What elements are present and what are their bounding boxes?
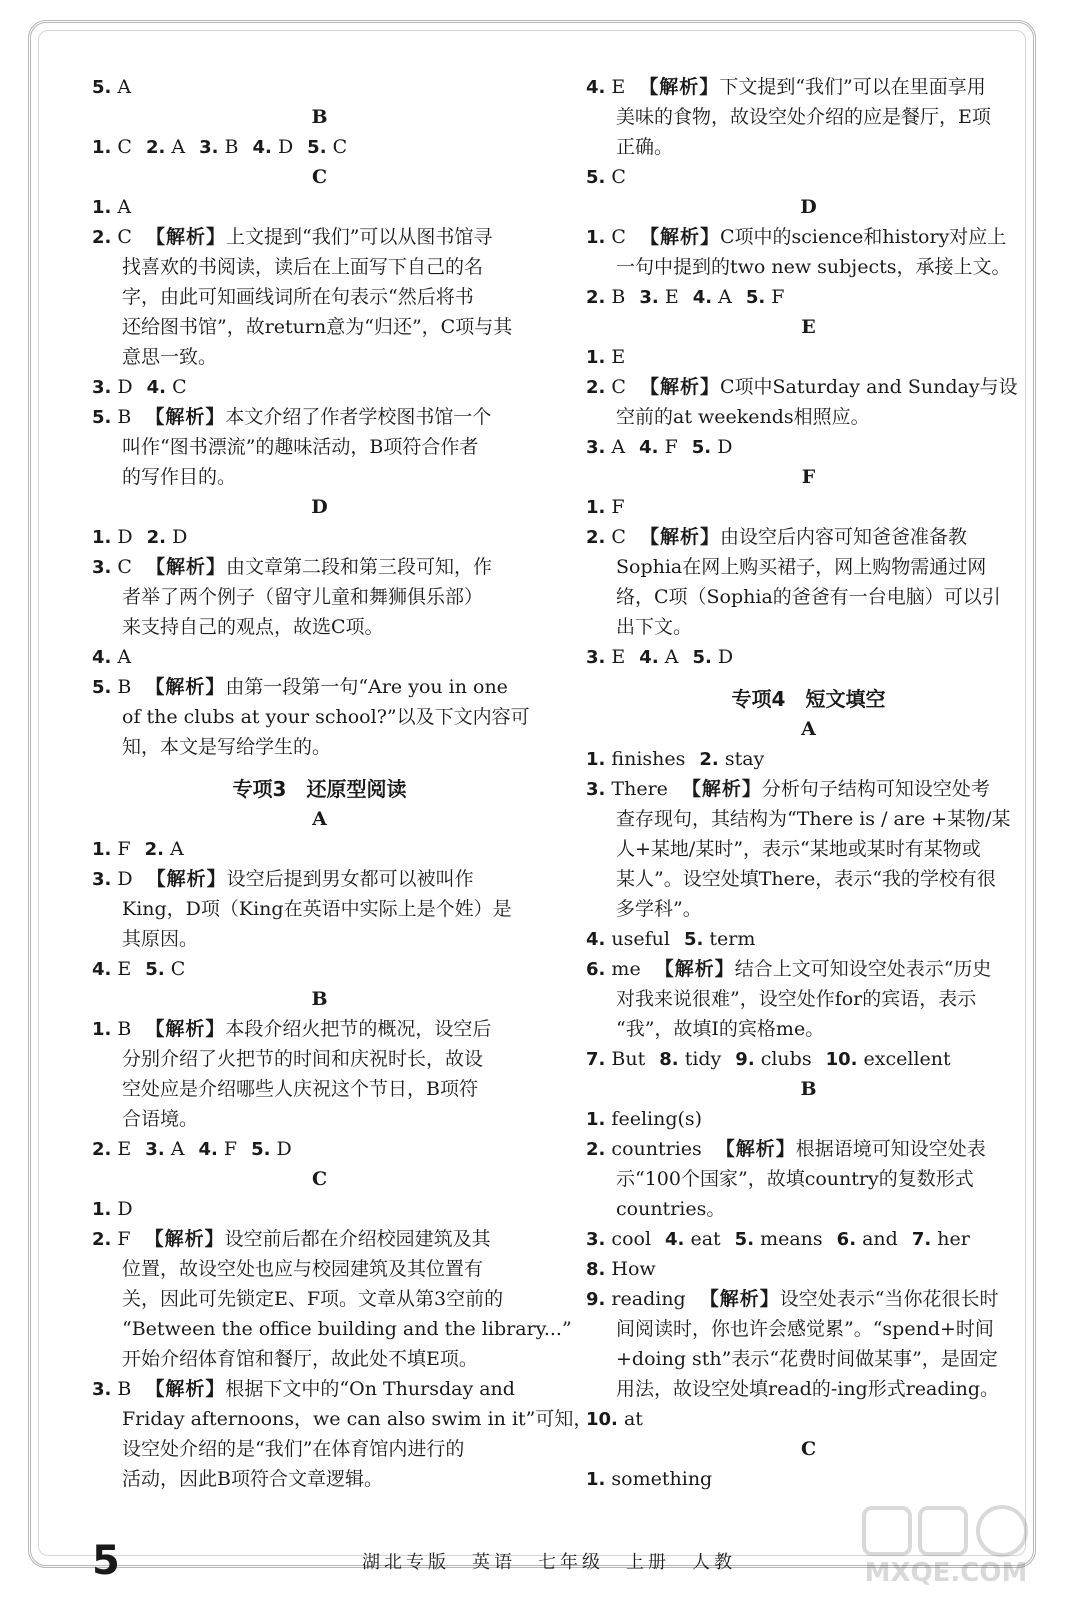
answer-item xyxy=(92,1374,547,1404)
question-number: 9. xyxy=(735,1049,755,1070)
section-letter: F xyxy=(801,466,816,488)
answer-value: cool xyxy=(611,1228,652,1250)
explanation-continued: 正确。 xyxy=(616,136,674,158)
explanation-continued: 美味的食物，故设空处介绍的应是餐厅，E项 xyxy=(616,106,991,128)
question-number: 2. xyxy=(144,839,164,860)
answer-value: F xyxy=(117,1228,131,1250)
answer-value: A xyxy=(664,646,679,668)
answer-item xyxy=(92,1224,547,1254)
answer-value: But xyxy=(611,1048,646,1070)
answer-value: E xyxy=(611,76,626,98)
answer-value: finishes xyxy=(611,748,686,770)
explanation-continued: Sophia在网上购买裙子，网上购物需通过网 xyxy=(616,556,987,578)
answer-value: B xyxy=(117,676,132,698)
question-number: 2. xyxy=(586,377,606,398)
explanation-continued: 多学科”。 xyxy=(616,898,702,920)
answer-value: B xyxy=(611,286,626,308)
explanation-continued: 关，因此可先锁定E、F项。文章从第3空前的 xyxy=(122,1288,504,1310)
question-number: 5. xyxy=(734,1229,755,1250)
question-number: 4. xyxy=(92,959,112,980)
analysis-text: C项中的science和history对应上 xyxy=(719,226,1007,248)
answer-value: E xyxy=(117,958,132,980)
section-letter: C xyxy=(311,166,328,188)
section-letter: B xyxy=(311,988,328,1010)
question-number: 1. xyxy=(92,1019,112,1040)
answer-value: something xyxy=(611,1468,713,1490)
question-number: 4. xyxy=(252,137,272,158)
answer-item xyxy=(586,342,1031,372)
question-number: 4. xyxy=(586,77,606,98)
answer-item xyxy=(586,1404,1031,1434)
explanation-continued: 活动，因此B项符合文章逻辑。 xyxy=(122,1468,383,1490)
section-letter: D xyxy=(311,496,328,518)
analysis-tag: 【解析】 xyxy=(145,1378,226,1400)
question-number: 4. xyxy=(198,1139,218,1160)
analysis-text: 下文提到“我们”可以在里面享用 xyxy=(719,76,986,98)
footer-book-info: 湖北专版 英语 七年级 上册 人教 xyxy=(362,1552,736,1573)
explanation-continued: 出下文。 xyxy=(616,616,693,638)
question-number: 1. xyxy=(586,497,606,518)
question-number: 4. xyxy=(639,437,659,458)
answer-value: me xyxy=(611,958,641,980)
analysis-text: 由文章第二段和第三段可知，作 xyxy=(225,556,492,578)
answer-item xyxy=(92,1014,547,1044)
question-number: 5. xyxy=(586,167,606,188)
explanation-continued: King，D项（King在英语中实际上是个姓）是 xyxy=(122,898,512,920)
question-number: 2. xyxy=(586,527,606,548)
question-number: 6. xyxy=(586,959,606,980)
answer-row xyxy=(586,282,1031,312)
answer-row xyxy=(92,954,547,984)
analysis-text: 设空后提到男女都可以被叫作 xyxy=(226,868,474,890)
left-column xyxy=(92,72,593,1494)
answer-row xyxy=(92,132,547,162)
question-number: 6. xyxy=(836,1229,857,1250)
explanation-continued: 分别介绍了火把节的时间和庆祝时长，故设 xyxy=(122,1048,484,1070)
answer-value: F xyxy=(611,496,625,518)
question-number: 8. xyxy=(659,1049,679,1070)
answer-value: at xyxy=(623,1408,643,1430)
answer-value: A xyxy=(117,196,132,218)
answer-value: countries xyxy=(611,1138,702,1160)
answer-value: D xyxy=(117,526,133,548)
question-number: 3. xyxy=(145,1139,165,1160)
question-number: 1. xyxy=(586,1109,606,1130)
answer-value: D xyxy=(117,1198,133,1220)
answer-item xyxy=(586,222,1031,252)
answer-value: D xyxy=(117,868,133,890)
answer-value: stay xyxy=(724,748,765,770)
answer-value: A xyxy=(170,838,184,860)
answer-value: D xyxy=(717,646,734,668)
analysis-text: 由设空后内容可知爸爸准备教 xyxy=(719,526,967,548)
page-number: 5 xyxy=(92,1538,120,1584)
question-number: 3. xyxy=(586,647,606,668)
answer-row xyxy=(586,642,1031,672)
section-letter: D xyxy=(800,196,817,218)
answer-value: B xyxy=(117,1018,132,1040)
question-number: 4. xyxy=(146,377,167,398)
explanation-continued: 用法，故设空处填read的-ing形式reading。 xyxy=(616,1378,1000,1400)
explanation-continued: 示“100个国家”，故填country的复数形式 xyxy=(616,1168,974,1190)
explanation-continued: 络，C项（Sophia的爸爸有一台电脑）可以引 xyxy=(616,586,1001,608)
answer-value: A xyxy=(171,136,186,158)
answer-item xyxy=(586,1254,1031,1284)
analysis-text: 结合上文可知设空处表示“历史 xyxy=(734,958,992,980)
answer-value: C xyxy=(332,136,348,158)
answer-value: useful xyxy=(611,928,670,950)
answer-row xyxy=(586,924,1031,954)
explanation-continued: 知，本文是写给学生的。 xyxy=(122,736,332,758)
answer-value: means xyxy=(760,1228,823,1250)
question-number: 2. xyxy=(699,749,719,770)
explanation-continued: of the clubs at your school?”以及下文内容可 xyxy=(122,706,530,728)
analysis-tag: 【解析】 xyxy=(146,868,227,890)
answer-item xyxy=(586,1284,1031,1314)
analysis-text: 本文介绍了作者学校图书馆一个 xyxy=(225,406,492,428)
answer-item xyxy=(92,642,547,672)
answer-item xyxy=(92,72,547,102)
answer-row xyxy=(92,372,547,402)
explanation-continued: +doing sth”表示“花费时间做某事”，是固定 xyxy=(616,1348,998,1370)
section-letter: E xyxy=(801,316,816,338)
answer-row xyxy=(586,432,1031,462)
analysis-tag: 【解析】 xyxy=(145,406,226,428)
answer-value: D xyxy=(277,136,294,158)
question-number: 3. xyxy=(92,377,112,398)
analysis-text: 上文提到“我们”可以从图书馆寻 xyxy=(225,226,493,248)
answer-value: A xyxy=(611,436,626,458)
analysis-text: 分析句子结构可知设空处考 xyxy=(761,778,990,800)
topic-heading: 专项3 还原型阅读 xyxy=(232,777,407,801)
question-number: 3. xyxy=(92,557,112,578)
explanation-continued: 来支持自己的观点，故选C项。 xyxy=(122,616,384,638)
explanation-continued: 合语境。 xyxy=(122,1108,199,1130)
analysis-tag: 【解析】 xyxy=(715,1138,796,1160)
explanation-continued: 某人”。设空处填There，表示“我的学校有很 xyxy=(616,868,996,890)
answer-value: E xyxy=(611,646,626,668)
answer-item xyxy=(586,372,1031,402)
explanation-continued: “我”，故填I的宾格me。 xyxy=(616,1018,825,1040)
question-number: 5. xyxy=(307,137,327,158)
answer-value: B xyxy=(224,136,239,158)
question-number: 3. xyxy=(586,779,606,800)
question-number: 5. xyxy=(92,677,112,698)
explanation-continued: 对我来说很难”，设空处作for的宾语，表示 xyxy=(616,988,977,1010)
answer-row xyxy=(92,1134,547,1164)
question-number: 10. xyxy=(586,1409,618,1430)
answer-row xyxy=(92,522,547,552)
answer-value: feeling(s) xyxy=(611,1108,703,1130)
answer-value: C xyxy=(611,226,626,248)
question-number: 3. xyxy=(92,869,112,890)
question-number: 9. xyxy=(586,1289,606,1310)
analysis-tag: 【解析】 xyxy=(145,676,226,698)
question-number: 5. xyxy=(684,929,704,950)
explanation-continued: 人+某地/某时”，表示“某地或某时有某物或 xyxy=(616,838,981,860)
analysis-tag: 【解析】 xyxy=(145,226,226,248)
answer-value: C xyxy=(117,556,132,578)
question-number: 1. xyxy=(92,839,112,860)
question-number: 4. xyxy=(92,647,112,668)
answer-value: C xyxy=(172,376,187,398)
answer-value: D xyxy=(276,1138,292,1160)
question-number: 5. xyxy=(691,437,712,458)
question-number: 5. xyxy=(745,287,766,308)
answer-value: A xyxy=(117,76,132,98)
answer-value: A xyxy=(718,286,732,308)
question-number: 2. xyxy=(92,1139,112,1160)
answer-value: F xyxy=(223,1138,238,1160)
answer-value: reading xyxy=(611,1288,686,1310)
answer-value: E xyxy=(664,286,679,308)
section-letter: C xyxy=(800,1438,817,1460)
analysis-text: 由第一段第一句“Are you in one xyxy=(225,676,508,698)
question-number: 10. xyxy=(825,1049,858,1070)
answer-item xyxy=(92,864,547,894)
answer-item xyxy=(586,774,1031,804)
explanation-continued: “Between the office building and the library...” xyxy=(122,1318,572,1340)
analysis-tag: 【解析】 xyxy=(639,76,720,98)
answer-value: C xyxy=(117,226,132,248)
question-number: 1. xyxy=(586,1469,606,1490)
question-number: 2. xyxy=(145,137,166,158)
watermark xyxy=(856,1502,1036,1592)
answer-value: C xyxy=(611,526,626,548)
question-number: 3. xyxy=(639,287,659,308)
question-number: 5. xyxy=(692,647,712,668)
question-number: 2. xyxy=(92,1229,112,1250)
answer-row xyxy=(92,834,547,864)
section-letter: A xyxy=(312,808,327,830)
question-number: 2. xyxy=(586,287,606,308)
explanation-continued: 找喜欢的书阅读，读后在上面写下自己的名 xyxy=(122,256,484,278)
answer-row xyxy=(586,1224,1031,1254)
analysis-tag: 【解析】 xyxy=(681,778,762,800)
answer-row xyxy=(586,744,1031,774)
question-number: 7. xyxy=(586,1049,606,1070)
answer-item xyxy=(92,552,547,582)
answer-value: A xyxy=(117,646,132,668)
answer-value: C xyxy=(611,166,626,188)
explanation-continued: 意思一致。 xyxy=(122,346,218,368)
question-number: 1. xyxy=(586,227,606,248)
answer-item xyxy=(586,1104,1031,1134)
question-number: 2. xyxy=(146,527,167,548)
answer-item xyxy=(586,954,1031,984)
answer-item xyxy=(92,402,547,432)
answer-value: B xyxy=(117,406,132,428)
answer-value: E xyxy=(611,346,626,368)
answer-value: D xyxy=(717,436,733,458)
analysis-text: C项中Saturday and Sunday与设 xyxy=(719,376,1018,398)
answer-value: C xyxy=(611,376,626,398)
question-number: 1. xyxy=(92,137,112,158)
watermark-text: MXQE.COM xyxy=(864,1558,1028,1588)
analysis-tag: 【解析】 xyxy=(145,1018,226,1040)
question-number: 5. xyxy=(251,1139,271,1160)
explanation-continued: 空前的at weekends相照应。 xyxy=(616,406,870,428)
analysis-tag: 【解析】 xyxy=(639,226,720,248)
topic-heading: 专项4 短文填空 xyxy=(731,687,886,711)
answer-value: There xyxy=(611,778,668,800)
explanation-continued: 其原因。 xyxy=(122,928,199,950)
question-number: 1. xyxy=(92,1199,112,1220)
question-number: 1. xyxy=(586,749,606,770)
question-number: 7. xyxy=(911,1229,932,1250)
answer-item xyxy=(92,192,547,222)
question-number: 4. xyxy=(692,287,713,308)
answer-value: tidy xyxy=(684,1048,722,1070)
analysis-text: 设空前后都在介绍校园建筑及其 xyxy=(224,1228,491,1250)
question-number: 2. xyxy=(586,1139,606,1160)
explanation-continued: 者举了两个例子（留守儿童和舞狮俱乐部） xyxy=(122,586,484,608)
explanation-continued: 间阅读时，你也许会感觉累”。“spend+时间 xyxy=(616,1318,994,1340)
analysis-text: 根据下文中的“On Thursday and xyxy=(225,1378,515,1400)
answer-value: F xyxy=(771,286,785,308)
explanation-continued: 开始介绍体育馆和餐厅，故此处不填E项。 xyxy=(122,1348,478,1370)
explanation-continued: 位置，故设空处也应与校园建筑及其位置有 xyxy=(122,1258,484,1280)
answer-value: F xyxy=(664,436,678,458)
answer-value: C xyxy=(117,136,132,158)
section-letter: A xyxy=(801,718,816,740)
analysis-tag: 【解析】 xyxy=(654,958,735,980)
section-letter: B xyxy=(311,106,328,128)
answer-value: How xyxy=(611,1258,656,1280)
question-number: 1. xyxy=(92,527,112,548)
question-number: 1. xyxy=(92,197,112,218)
question-number: 5. xyxy=(92,77,112,98)
explanation-continued: countries。 xyxy=(616,1198,726,1220)
answer-value: term xyxy=(709,928,756,950)
explanation-continued: 一句中提到的two new subjects，承接上文。 xyxy=(616,256,1011,278)
answer-item xyxy=(586,522,1031,552)
answer-value: A xyxy=(170,1138,185,1160)
answer-item xyxy=(92,672,547,702)
answer-value: her xyxy=(937,1228,970,1250)
answer-value: excellent xyxy=(863,1048,951,1070)
answer-value: and xyxy=(862,1228,898,1250)
section-letter: B xyxy=(800,1078,817,1100)
answer-item xyxy=(586,1464,1031,1494)
answer-value: D xyxy=(117,376,133,398)
explanation-continued: 的写作目的。 xyxy=(122,466,237,488)
question-number: 5. xyxy=(92,407,112,428)
answer-value: clubs xyxy=(760,1048,812,1070)
explanation-continued: 空处应是介绍哪些人庆祝这个节日，B项符 xyxy=(122,1078,478,1100)
analysis-text: 根据语境可知设空处表 xyxy=(795,1138,986,1160)
section-letter: C xyxy=(311,1168,328,1190)
explanation-continued: 设空处介绍的是“我们”在体育馆内进行的 xyxy=(122,1438,465,1460)
question-number: 3. xyxy=(92,1379,112,1400)
analysis-text: 本段介绍火把节的概况，设空后 xyxy=(225,1018,492,1040)
answer-value: E xyxy=(117,1138,132,1160)
explanation-continued: 字，由此可知画线词所在句表示“然后将书 xyxy=(122,286,474,308)
answer-item xyxy=(586,72,1031,102)
question-number: 3. xyxy=(586,1229,606,1250)
explanation-continued: Friday afternoons，we can also swim in it”可知， xyxy=(122,1408,593,1430)
explanation-continued: 还给图书馆”，故return意为“归还”，C项与其 xyxy=(122,316,513,338)
analysis-tag: 【解析】 xyxy=(145,556,226,578)
explanation-continued: 查存现句，其结构为“There is / are +某物/某 xyxy=(616,808,1011,830)
answer-item xyxy=(92,222,547,252)
question-number: 8. xyxy=(586,1259,606,1280)
answer-stamp-icon xyxy=(856,1502,1036,1562)
analysis-text: 设空处表示“当你花很长时 xyxy=(779,1288,999,1310)
answer-row xyxy=(586,1044,1031,1074)
answer-item xyxy=(586,492,1031,522)
answer-value: F xyxy=(117,838,131,860)
question-number: 5. xyxy=(145,959,165,980)
question-number: 4. xyxy=(586,929,606,950)
analysis-tag: 【解析】 xyxy=(639,526,720,548)
analysis-tag: 【解析】 xyxy=(639,376,720,398)
explanation-continued: 叫作“图书漂流”的趣味活动，B项符合作者 xyxy=(122,436,479,458)
question-number: 1. xyxy=(586,347,606,368)
answer-value: eat xyxy=(690,1228,721,1250)
question-number: 4. xyxy=(665,1229,685,1250)
question-number: 4. xyxy=(639,647,659,668)
answer-item xyxy=(586,1134,1031,1164)
answer-item xyxy=(92,1194,547,1224)
answer-value: B xyxy=(117,1378,132,1400)
analysis-tag: 【解析】 xyxy=(144,1228,225,1250)
answer-value: D xyxy=(172,526,188,548)
analysis-tag: 【解析】 xyxy=(699,1288,780,1310)
question-number: 3. xyxy=(586,437,606,458)
question-number: 3. xyxy=(199,137,219,158)
answer-value: C xyxy=(170,958,186,980)
question-number: 2. xyxy=(92,227,112,248)
right-column xyxy=(586,72,1031,1494)
answer-item xyxy=(586,162,1031,192)
